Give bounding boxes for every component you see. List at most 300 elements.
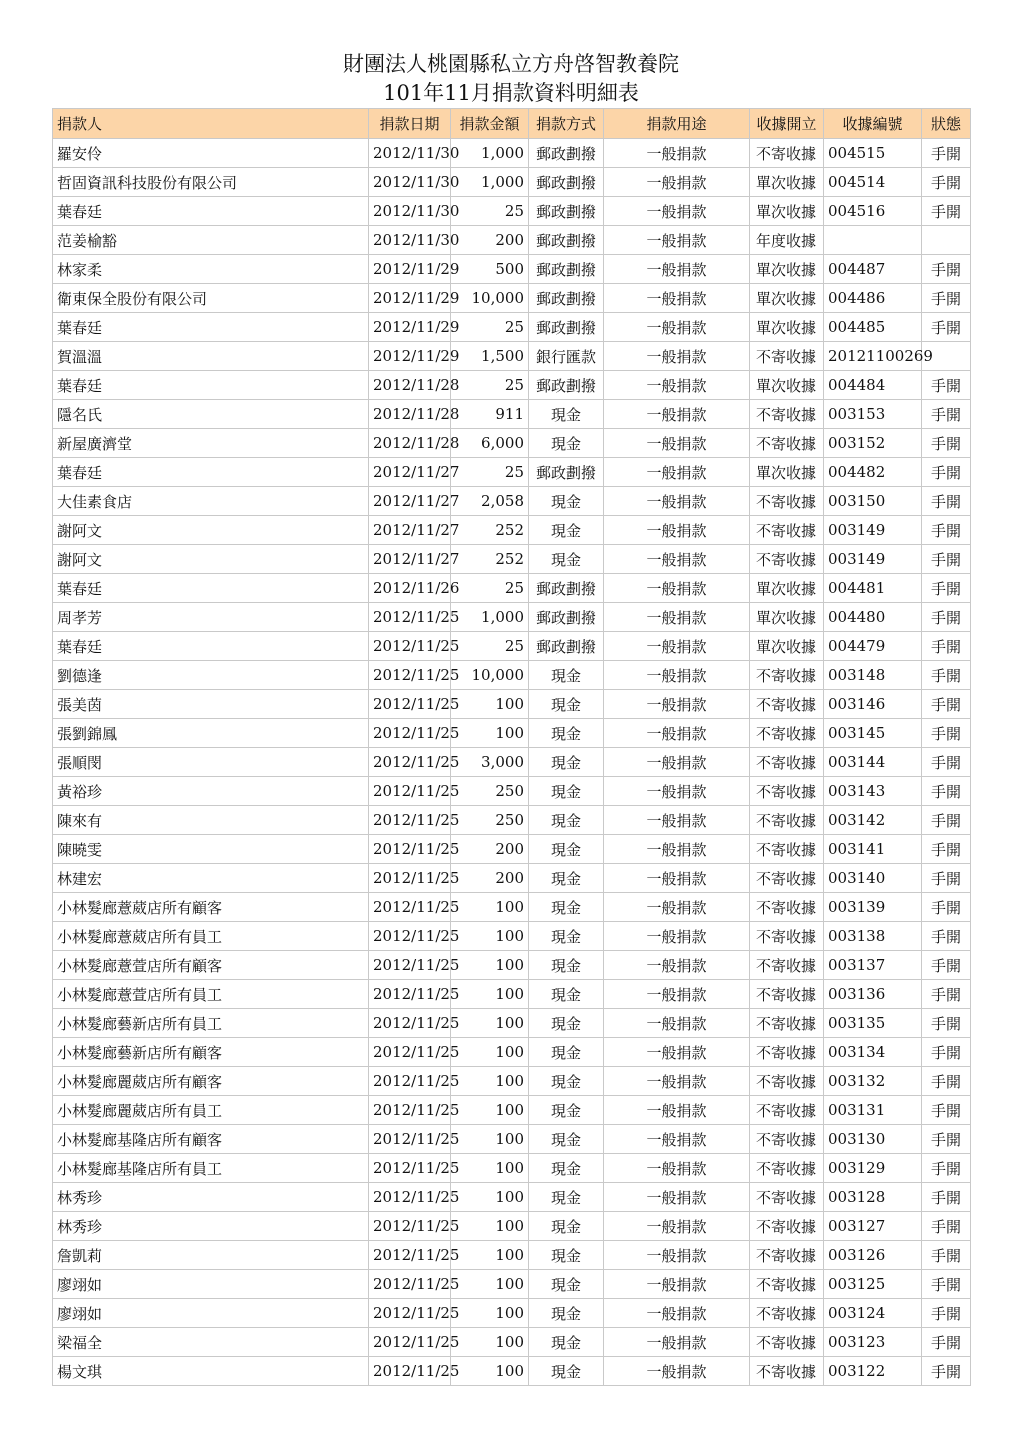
- cell-method: 郵政劃撥: [529, 255, 604, 284]
- cell-use: 一般捐款: [604, 226, 750, 255]
- table-row: [53, 226, 971, 255]
- cell-status: 手開: [922, 719, 971, 748]
- cell-method: 現金: [529, 1241, 604, 1270]
- cell-receipt-no: 004487: [824, 255, 922, 284]
- cell-receipt: 不寄收據: [750, 516, 824, 545]
- table-row: [53, 1038, 971, 1067]
- cell-status: 手開: [922, 1299, 971, 1328]
- cell-receipt: 不寄收據: [750, 429, 824, 458]
- cell-receipt-no: 003132: [824, 1067, 922, 1096]
- cell-date: 2012/11/30: [369, 226, 451, 255]
- cell-amount: 252: [451, 545, 529, 574]
- table-row: [53, 1154, 971, 1183]
- cell-use: 一般捐款: [604, 1183, 750, 1212]
- cell-receipt: 單次收據: [750, 632, 824, 661]
- cell-status: 手開: [922, 951, 971, 980]
- cell-use: 一般捐款: [604, 835, 750, 864]
- cell-method: 現金: [529, 1328, 604, 1357]
- cell-receipt: 單次收據: [750, 255, 824, 284]
- cell-amount: 100: [451, 980, 529, 1009]
- cell-receipt-no: 003130: [824, 1125, 922, 1154]
- cell-receipt: 單次收據: [750, 284, 824, 313]
- cell-donor: 廖翊如: [53, 1299, 369, 1328]
- cell-receipt: 不寄收據: [750, 748, 824, 777]
- cell-use: 一般捐款: [604, 1270, 750, 1299]
- cell-amount: 250: [451, 777, 529, 806]
- cell-donor: 林建宏: [53, 864, 369, 893]
- cell-receipt-no: 003124: [824, 1299, 922, 1328]
- cell-method: 現金: [529, 1183, 604, 1212]
- table-row: [53, 632, 971, 661]
- cell-date: 2012/11/25: [369, 1299, 451, 1328]
- cell-donor: 大佳素食店: [53, 487, 369, 516]
- table-row: [53, 951, 971, 980]
- cell-use: 一般捐款: [604, 487, 750, 516]
- table-header-row: [53, 109, 971, 139]
- cell-status: 手開: [922, 545, 971, 574]
- cell-donor: 黃裕珍: [53, 777, 369, 806]
- cell-receipt-no: 003142: [824, 806, 922, 835]
- cell-status: 手開: [922, 1067, 971, 1096]
- col-header-date: 捐款日期: [369, 109, 451, 139]
- cell-donor: 張順閔: [53, 748, 369, 777]
- cell-date: 2012/11/25: [369, 951, 451, 980]
- cell-method: 現金: [529, 922, 604, 951]
- cell-donor: 楊文琪: [53, 1357, 369, 1386]
- cell-receipt: 不寄收據: [750, 545, 824, 574]
- cell-receipt-no: 003123: [824, 1328, 922, 1357]
- cell-method: 郵政劃撥: [529, 603, 604, 632]
- cell-status: 手開: [922, 603, 971, 632]
- cell-date: 2012/11/29: [369, 313, 451, 342]
- table-row: [53, 574, 971, 603]
- cell-amount: 200: [451, 864, 529, 893]
- table-row: [53, 429, 971, 458]
- cell-status: 手開: [922, 864, 971, 893]
- cell-receipt: 年度收據: [750, 226, 824, 255]
- cell-status: 手開: [922, 400, 971, 429]
- cell-status: 手開: [922, 574, 971, 603]
- cell-status: 手開: [922, 806, 971, 835]
- col-header-receipt: 收據開立: [750, 109, 824, 139]
- cell-donor: 廖翊如: [53, 1270, 369, 1299]
- table-row: [53, 458, 971, 487]
- cell-amount: 250: [451, 806, 529, 835]
- cell-method: 郵政劃撥: [529, 197, 604, 226]
- cell-donor: 小林髮廊藝新店所有顧客: [53, 1038, 369, 1067]
- cell-method: 郵政劃撥: [529, 632, 604, 661]
- cell-method: 現金: [529, 980, 604, 1009]
- cell-date: 2012/11/30: [369, 197, 451, 226]
- cell-date: 2012/11/25: [369, 603, 451, 632]
- cell-receipt-no: 003131: [824, 1096, 922, 1125]
- cell-donor: 范姜榆豁: [53, 226, 369, 255]
- cell-use: 一般捐款: [604, 1328, 750, 1357]
- cell-use: 一般捐款: [604, 197, 750, 226]
- cell-donor: 新屋廣濟堂: [53, 429, 369, 458]
- cell-donor: 賀溫溫: [53, 342, 369, 371]
- cell-receipt-no: 003138: [824, 922, 922, 951]
- cell-date: 2012/11/25: [369, 1241, 451, 1270]
- cell-amount: 25: [451, 574, 529, 603]
- col-header-status: 狀態: [922, 109, 971, 139]
- cell-date: 2012/11/28: [369, 371, 451, 400]
- cell-date: 2012/11/29: [369, 284, 451, 313]
- cell-method: 現金: [529, 1212, 604, 1241]
- cell-status: 手開: [922, 980, 971, 1009]
- cell-date: 2012/11/25: [369, 980, 451, 1009]
- cell-status: 手開: [922, 1183, 971, 1212]
- cell-amount: 25: [451, 371, 529, 400]
- table-row: [53, 1299, 971, 1328]
- cell-method: 郵政劃撥: [529, 371, 604, 400]
- cell-status: 手開: [922, 197, 971, 226]
- cell-donor: 小林髮廊麗葳店所有顧客: [53, 1067, 369, 1096]
- cell-method: 現金: [529, 1154, 604, 1183]
- cell-receipt-no: 003126: [824, 1241, 922, 1270]
- cell-use: 一般捐款: [604, 1125, 750, 1154]
- cell-donor: 詹凱莉: [53, 1241, 369, 1270]
- cell-status: 手開: [922, 371, 971, 400]
- cell-method: 銀行匯款: [529, 342, 604, 371]
- cell-receipt: 不寄收據: [750, 342, 824, 371]
- cell-status: 手開: [922, 893, 971, 922]
- cell-status: 手開: [922, 1328, 971, 1357]
- cell-receipt-no: 003140: [824, 864, 922, 893]
- cell-amount: 911: [451, 400, 529, 429]
- table-row: [53, 661, 971, 690]
- cell-receipt: 不寄收據: [750, 690, 824, 719]
- cell-receipt: 不寄收據: [750, 806, 824, 835]
- cell-receipt: 不寄收據: [750, 1067, 824, 1096]
- cell-method: 郵政劃撥: [529, 458, 604, 487]
- cell-status: 手開: [922, 835, 971, 864]
- cell-donor: 葉春廷: [53, 458, 369, 487]
- cell-method: 現金: [529, 1009, 604, 1038]
- cell-receipt: 單次收據: [750, 168, 824, 197]
- cell-status: 手開: [922, 1270, 971, 1299]
- table-row: [53, 719, 971, 748]
- cell-date: 2012/11/30: [369, 139, 451, 168]
- organization-title: 財團法人桃園縣私立方舟啓智教養院: [343, 52, 679, 76]
- cell-donor: 小林髮廊麗葳店所有員工: [53, 1096, 369, 1125]
- cell-receipt-no: 003143: [824, 777, 922, 806]
- cell-status: 手開: [922, 661, 971, 690]
- cell-use: 一般捐款: [604, 255, 750, 284]
- cell-receipt-no: 003148: [824, 661, 922, 690]
- cell-receipt-no: 003145: [824, 719, 922, 748]
- cell-amount: 200: [451, 835, 529, 864]
- cell-use: 一般捐款: [604, 748, 750, 777]
- cell-status: 手開: [922, 1038, 971, 1067]
- cell-donor: 林秀珍: [53, 1212, 369, 1241]
- cell-receipt-no: 003136: [824, 980, 922, 1009]
- cell-status: 手開: [922, 1241, 971, 1270]
- cell-amount: 3,000: [451, 748, 529, 777]
- cell-amount: 100: [451, 1067, 529, 1096]
- cell-date: 2012/11/27: [369, 487, 451, 516]
- cell-amount: 10,000: [451, 284, 529, 313]
- cell-receipt-no: 003141: [824, 835, 922, 864]
- cell-use: 一般捐款: [604, 545, 750, 574]
- cell-donor: 葉春廷: [53, 632, 369, 661]
- cell-receipt: 不寄收據: [750, 1125, 824, 1154]
- cell-donor: 陳曉雯: [53, 835, 369, 864]
- cell-method: 現金: [529, 429, 604, 458]
- table-row: [53, 1212, 971, 1241]
- cell-use: 一般捐款: [604, 690, 750, 719]
- table-row: [53, 1067, 971, 1096]
- cell-amount: 100: [451, 1328, 529, 1357]
- cell-date: 2012/11/25: [369, 777, 451, 806]
- cell-amount: 100: [451, 893, 529, 922]
- cell-donor: 小林髮廊薏葳店所有顧客: [53, 893, 369, 922]
- cell-receipt-no: 003134: [824, 1038, 922, 1067]
- cell-receipt: 不寄收據: [750, 1212, 824, 1241]
- cell-donor: 張美茵: [53, 690, 369, 719]
- cell-donor: 林秀珍: [53, 1183, 369, 1212]
- cell-receipt: 不寄收據: [750, 1183, 824, 1212]
- cell-receipt: 不寄收據: [750, 951, 824, 980]
- cell-use: 一般捐款: [604, 1357, 750, 1386]
- cell-amount: 100: [451, 719, 529, 748]
- col-header-receipt-no: 收據編號: [824, 109, 922, 139]
- table-row: [53, 690, 971, 719]
- cell-status: 手開: [922, 1357, 971, 1386]
- cell-amount: 100: [451, 1096, 529, 1125]
- cell-method: 現金: [529, 661, 604, 690]
- cell-date: 2012/11/28: [369, 429, 451, 458]
- cell-receipt: 不寄收據: [750, 487, 824, 516]
- cell-amount: 2,058: [451, 487, 529, 516]
- cell-amount: 25: [451, 458, 529, 487]
- cell-method: 現金: [529, 1067, 604, 1096]
- cell-date: 2012/11/25: [369, 864, 451, 893]
- cell-donor: 衛東保全股份有限公司: [53, 284, 369, 313]
- cell-date: 2012/11/28: [369, 400, 451, 429]
- cell-method: 郵政劃撥: [529, 139, 604, 168]
- cell-status: 手開: [922, 1009, 971, 1038]
- table-row: [53, 197, 971, 226]
- cell-receipt-no: 003150: [824, 487, 922, 516]
- cell-status: 手開: [922, 632, 971, 661]
- table-row: [53, 545, 971, 574]
- cell-use: 一般捐款: [604, 980, 750, 1009]
- cell-use: 一般捐款: [604, 313, 750, 342]
- cell-receipt: 不寄收據: [750, 661, 824, 690]
- table-row: [53, 1125, 971, 1154]
- cell-receipt-no: 003149: [824, 545, 922, 574]
- cell-use: 一般捐款: [604, 719, 750, 748]
- cell-method: 郵政劃撥: [529, 168, 604, 197]
- cell-receipt-no: 003144: [824, 748, 922, 777]
- cell-receipt-no: 004485: [824, 313, 922, 342]
- cell-method: 現金: [529, 951, 604, 980]
- cell-receipt: 不寄收據: [750, 1328, 824, 1357]
- cell-date: 2012/11/25: [369, 748, 451, 777]
- cell-receipt: 不寄收據: [750, 1009, 824, 1038]
- cell-receipt-no: 003127: [824, 1212, 922, 1241]
- table-row: [53, 748, 971, 777]
- cell-date: 2012/11/25: [369, 1212, 451, 1241]
- cell-method: 現金: [529, 835, 604, 864]
- cell-donor: 葉春廷: [53, 371, 369, 400]
- cell-amount: 100: [451, 1183, 529, 1212]
- cell-amount: 6,000: [451, 429, 529, 458]
- cell-receipt-no: 003122: [824, 1357, 922, 1386]
- cell-receipt-no: 004481: [824, 574, 922, 603]
- cell-status: 手開: [922, 1125, 971, 1154]
- cell-status: 手開: [922, 1096, 971, 1125]
- cell-use: 一般捐款: [604, 516, 750, 545]
- table-row: [53, 777, 971, 806]
- cell-donor: 小林髮廊藝新店所有員工: [53, 1009, 369, 1038]
- cell-use: 一般捐款: [604, 1096, 750, 1125]
- cell-receipt-no: 004484: [824, 371, 922, 400]
- cell-status: 手開: [922, 487, 971, 516]
- cell-date: 2012/11/27: [369, 516, 451, 545]
- cell-receipt: 單次收據: [750, 574, 824, 603]
- cell-use: 一般捐款: [604, 400, 750, 429]
- cell-method: 郵政劃撥: [529, 574, 604, 603]
- cell-use: 一般捐款: [604, 806, 750, 835]
- cell-date: 2012/11/25: [369, 835, 451, 864]
- cell-date: 2012/11/25: [369, 1328, 451, 1357]
- cell-method: 現金: [529, 1299, 604, 1328]
- cell-donor: 小林髮廊薏萱店所有顧客: [53, 951, 369, 980]
- cell-date: 2012/11/25: [369, 1038, 451, 1067]
- cell-receipt: 單次收據: [750, 313, 824, 342]
- cell-receipt-no: 003129: [824, 1154, 922, 1183]
- cell-date: 2012/11/25: [369, 632, 451, 661]
- col-header-use: 捐款用途: [604, 109, 750, 139]
- cell-method: 現金: [529, 806, 604, 835]
- cell-receipt: 單次收據: [750, 603, 824, 632]
- cell-amount: 25: [451, 313, 529, 342]
- cell-status: 手開: [922, 168, 971, 197]
- cell-amount: 100: [451, 690, 529, 719]
- cell-receipt-no: 003128: [824, 1183, 922, 1212]
- col-header-donor: 捐款人: [53, 109, 369, 139]
- cell-date: 2012/11/25: [369, 1183, 451, 1212]
- cell-amount: 10,000: [451, 661, 529, 690]
- cell-donor: 梁福全: [53, 1328, 369, 1357]
- cell-receipt: 不寄收據: [750, 1357, 824, 1386]
- cell-receipt: 不寄收據: [750, 400, 824, 429]
- table-row: [53, 139, 971, 168]
- table-row: [53, 1328, 971, 1357]
- report-title: 101年11月捐款資料明細表: [383, 81, 639, 105]
- cell-receipt-no: 003137: [824, 951, 922, 980]
- cell-amount: 1,000: [451, 168, 529, 197]
- cell-donor: 林家柔: [53, 255, 369, 284]
- cell-donor: 劉德逢: [53, 661, 369, 690]
- cell-status: 手開: [922, 777, 971, 806]
- cell-amount: 252: [451, 516, 529, 545]
- table-row: [53, 342, 971, 371]
- table-body: [53, 139, 971, 1386]
- cell-amount: 25: [451, 197, 529, 226]
- cell-use: 一般捐款: [604, 1212, 750, 1241]
- cell-method: 郵政劃撥: [529, 226, 604, 255]
- cell-status: 手開: [922, 429, 971, 458]
- cell-receipt: 不寄收據: [750, 1299, 824, 1328]
- cell-use: 一般捐款: [604, 371, 750, 400]
- cell-method: 現金: [529, 864, 604, 893]
- cell-donor: 小林髮廊薏萱店所有員工: [53, 980, 369, 1009]
- cell-receipt: 單次收據: [750, 458, 824, 487]
- cell-status: 手開: [922, 458, 971, 487]
- cell-method: 現金: [529, 487, 604, 516]
- cell-receipt: 不寄收據: [750, 922, 824, 951]
- table-row: [53, 603, 971, 632]
- cell-use: 一般捐款: [604, 574, 750, 603]
- cell-donor: 周孝芳: [53, 603, 369, 632]
- cell-date: 2012/11/25: [369, 1096, 451, 1125]
- table-row: [53, 1241, 971, 1270]
- cell-method: 現金: [529, 690, 604, 719]
- cell-receipt: 不寄收據: [750, 1096, 824, 1125]
- table-row: [53, 1357, 971, 1386]
- cell-donor: 小林髮廊基隆店所有員工: [53, 1154, 369, 1183]
- cell-date: 2012/11/25: [369, 1125, 451, 1154]
- cell-date: 2012/11/27: [369, 458, 451, 487]
- cell-amount: 100: [451, 1125, 529, 1154]
- cell-receipt: 不寄收據: [750, 835, 824, 864]
- cell-donor: 謝阿文: [53, 545, 369, 574]
- cell-use: 一般捐款: [604, 1038, 750, 1067]
- cell-donor: 羅安伶: [53, 139, 369, 168]
- cell-amount: 100: [451, 1154, 529, 1183]
- cell-receipt-no: 003152: [824, 429, 922, 458]
- table-row: [53, 1183, 971, 1212]
- cell-status: 手開: [922, 313, 971, 342]
- cell-use: 一般捐款: [604, 893, 750, 922]
- cell-status: [922, 226, 971, 255]
- cell-receipt-no: 004486: [824, 284, 922, 313]
- cell-receipt: 不寄收據: [750, 1154, 824, 1183]
- cell-status: 手開: [922, 255, 971, 284]
- cell-method: 現金: [529, 1270, 604, 1299]
- cell-date: 2012/11/25: [369, 893, 451, 922]
- cell-date: 2012/11/25: [369, 1009, 451, 1038]
- cell-status: 手開: [922, 1212, 971, 1241]
- cell-method: 現金: [529, 1038, 604, 1067]
- table-row: [53, 893, 971, 922]
- donation-table: [52, 108, 971, 1386]
- cell-status: 手開: [922, 748, 971, 777]
- table-row: [53, 255, 971, 284]
- cell-donor: 葉春廷: [53, 197, 369, 226]
- cell-use: 一般捐款: [604, 139, 750, 168]
- cell-amount: 100: [451, 1357, 529, 1386]
- cell-use: 一般捐款: [604, 951, 750, 980]
- cell-receipt-no: [824, 226, 922, 255]
- cell-amount: 100: [451, 951, 529, 980]
- table-row: [53, 1270, 971, 1299]
- cell-donor: 小林髮廊薏葳店所有員工: [53, 922, 369, 951]
- table-row: [53, 806, 971, 835]
- cell-date: 2012/11/25: [369, 1154, 451, 1183]
- cell-receipt: 不寄收據: [750, 1270, 824, 1299]
- table-row: [53, 864, 971, 893]
- cell-method: 現金: [529, 1096, 604, 1125]
- cell-date: 2012/11/25: [369, 806, 451, 835]
- cell-status: 手開: [922, 1154, 971, 1183]
- cell-donor: 張劉錦鳳: [53, 719, 369, 748]
- table-row: [53, 980, 971, 1009]
- cell-use: 一般捐款: [604, 168, 750, 197]
